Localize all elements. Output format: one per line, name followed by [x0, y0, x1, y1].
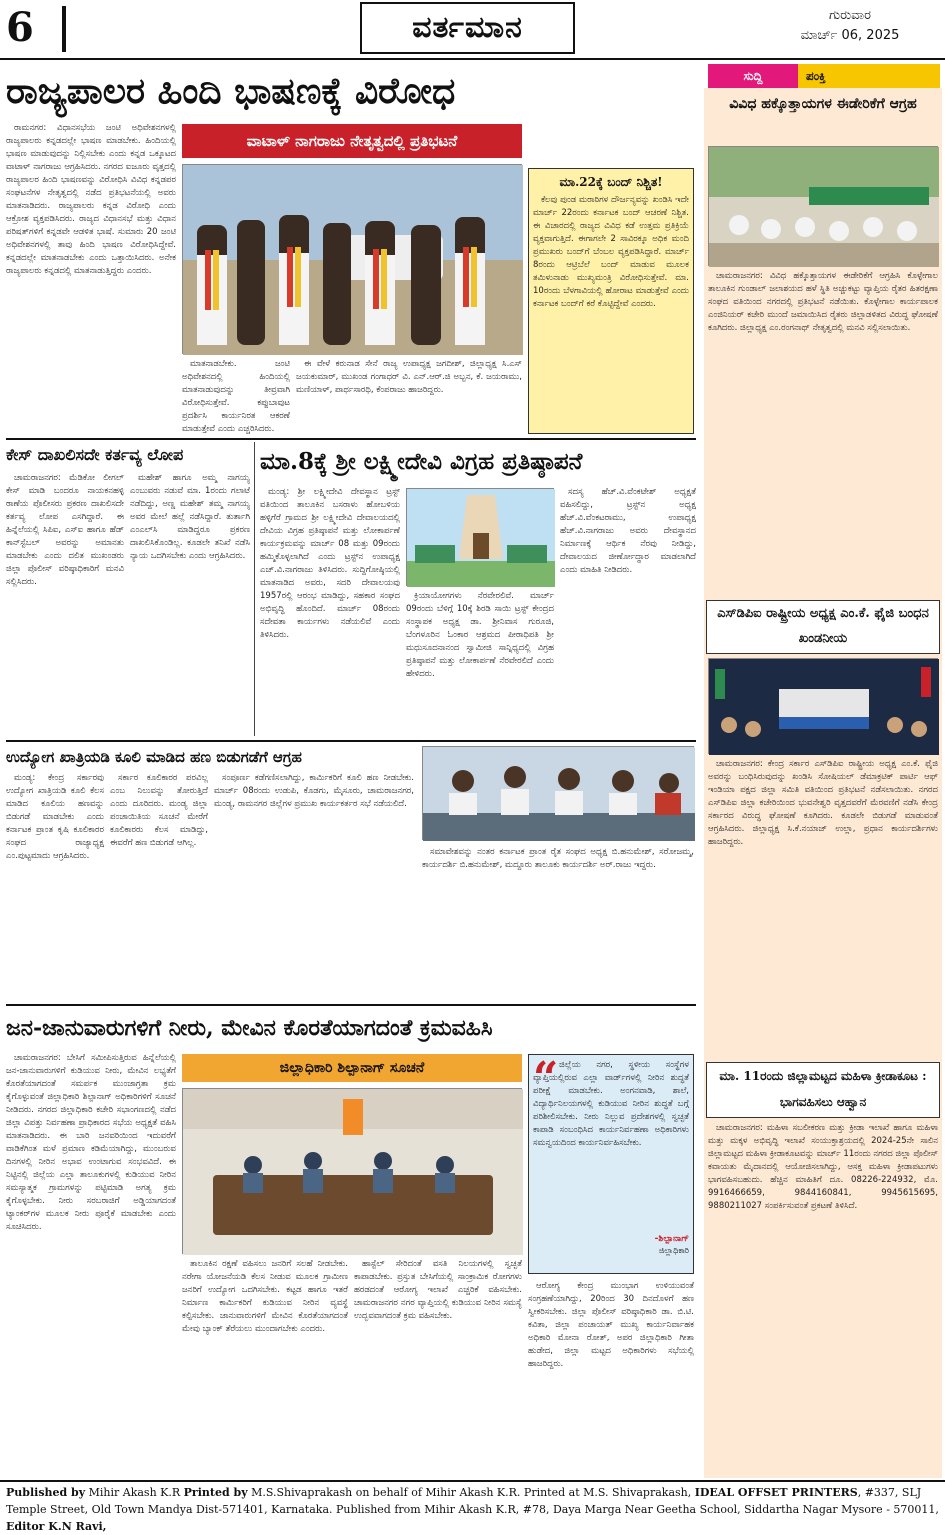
- protest-photo: [182, 164, 522, 354]
- footer-editor: Editor K.N Ravi,: [6, 1520, 107, 1533]
- sidebar-story1-headline: ವಿವಿಧ ಹಕ್ಕೊತ್ತಾಯಗಳ ಈಡೇರಿಕೆಗೆ ಆಗ್ರಹ: [729, 96, 917, 112]
- water-subhead: ಜಿಲ್ಲಾಧಿಕಾರಿ ಶಿಲ್ಪಾನಾಗ್ ಸೂಚನೆ: [182, 1054, 522, 1082]
- section-divider: [6, 438, 696, 440]
- farmers-protest-photo-image: [709, 147, 939, 267]
- main-headline: ರಾಜ್ಯಪಾಲರ ಹಿಂದಿ ಭಾಷಣಕ್ಕೆ ವಿರೋಧ: [6, 70, 456, 112]
- job-story-col4: [422, 846, 694, 1000]
- footer-lead: Published by: [6, 1486, 86, 1499]
- main-subhead: ವಾಟಾಳ್ ನಾಗರಾಜು ನೇತೃತ್ವದಲ್ಲಿ ಪ್ರತಿಭಟನೆ: [182, 124, 522, 158]
- bandh-box-title: ಮಾ.22ಕ್ಕೆ ಬಂದ್ ನಿಶ್ಚಿತ!: [559, 175, 663, 189]
- temple-photo: [406, 488, 554, 586]
- quote-author-role: ಜಿಲ್ಲಾಧಿಕಾರಿ: [658, 1246, 689, 1255]
- job-headline: ಉದ್ಯೋಗ ಖಾತ್ರಿಯಡಿ ಕೂಲಿ ಮಾಡಿದ ಹಣ ಬಿಡುಗಡೆಗೆ ಆಗ್ರಹ: [6, 748, 302, 766]
- quote-box-text: [533, 1053, 689, 1233]
- case-story-col1-text: ಚಾಮರಾಜನಗರ: ಮೆಡಿಕೋ ಲೀಗಲ್ ಕೇಸ್ ಮಾಡಿ ಬಂದರೂ ನಾಯಕನಹಳ್ಳಿ ಠಾಣೆಯ ಪೊಲೀಸರು ಪ್ರಕರಣ ದಾಖಲಿಸದೇ ಕರ್ತವ್ಯ ಲೋಪ ಎಸಗಿದ್ದಾರೆ. ಈ ಹಿನ್ನೆಲೆಯಲ್ಲಿ ಸಿಪಿಐ, ಎಸ್‌ಐ ಹಾಗೂ ಹೆಡ್ ಕಾನ್‌ಸ್ಟೆಬಲ್ ಅವರನ್ನು ಅಮಾನತು ಮಾಡಬೇಕು ಎಂದು ದಲಿತ ಮುಖಂಡರು ಜಿಲ್ಲಾ ಪೊಲೀಸ್ ವರಿಷ್ಠಾಧಿಕಾರಿಗೆ ಮನವಿ ಸಲ್ಲಿಸಿದರು.: [6, 473, 124, 587]
- sidebar-story1-text: [708, 270, 938, 596]
- job-story-col3: [214, 772, 414, 1000]
- quote-box: [528, 1054, 694, 1274]
- main-story-col3-text: ಈ ವೇಳೆ ಕರುನಾಡ ಸೇನೆ ರಾಜ್ಯ ಉಪಾಧ್ಯಕ್ಷ ಜಗದೀಶ್, ಜಿಲ್ಲಾಧ್ಯಕ್ಷ ಸಿ.ಎಸ್ ಜಯಕುಮಾರ್, ಮುಖಂಡ ಗಂಗಾಧರ್ ವಿ. ಎನ್.ಆರ್.ಜಿ ಅಬ್ಬನ, ಕೆ. ಜಯರಾಮು, ಮಣಿಯಾಳ್, ಪಾರ್ಥಸಾರಥಿ, ಕೆಂಪರಾಜು ಹಾಜರಿದ್ದರು.: [296, 359, 522, 395]
- sidebar-story3-headline-box: [706, 1062, 940, 1118]
- footer-press: IDEAL OFFSET PRINTERS: [694, 1486, 858, 1499]
- case-story-col1: [6, 472, 124, 734]
- footer-printed-by-label: Printed by: [183, 1486, 248, 1499]
- water-story-col4: [528, 1280, 694, 1476]
- quote-author: -ಶಿಲ್ಪಾನಾಗ್: [654, 1234, 689, 1244]
- sidebar-story2-text-body: ಚಾಮರಾಜನಗರ: ಕೇಂದ್ರ ಸರ್ಕಾರ ಎಸ್‌ಡಿಪಿಐ ರಾಷ್ಟ್ರೀಯ ಅಧ್ಯಕ್ಷ ಎಂ.ಕೆ. ಫೈಜಿ ಅವರನ್ನು ಬಂಧಿಸಿರುವುದನ್ನು ಖಂಡಿಸಿ ಸೋಷಿಯಲ್ ಡೆಮಾಕ್ರಟಿಕ್ ಪಾರ್ಟಿ ಆಫ್ ಇಂಡಿಯಾ ಪಕ್ಷದ ಜಿಲ್ಲಾ ಸಮಿತಿ ವತಿಯಿಂದ ಪ್ರತಿಭಟನೆ ನಡೆಸಲಾಯಿತು. ನಗರದ ಎಸ್‌ಡಿಪಿಐ ಜಿಲ್ಲಾ ಕಚೇರಿಯಿಂದ ಭುವನೇಶ್ವರಿ ವೃತ್ತದವರೆಗೆ ಮೆರವಣಿಗೆ ನಡೆಸಿ ಕೇಂದ್ರ ಸರ್ಕಾರದ ವಿರುದ್ಧ ಘೋಷಣೆ ಕೂಗಿದರು. ಕೂಡಲೇ ಬಿಡುಗಡೆ ಮಾಡುವಂತೆ ಆಗ್ರಹಿಸಿದರು. ಜಿಲ್ಲಾಧ್ಯಕ್ಷ ಸಿ.ಕೆ.ನಯಾಜ್ ಉಲ್ಲಾ, ಪ್ರಧಾನ ಕಾರ್ಯದರ್ಶಿಗಳು ಹಾಜರಿದ್ದರು.: [708, 759, 938, 847]
- job-story-col3-text: ಸಂಪೂರ್ಣ ಕಡೆಗಣಿಸಲಾಗಿದ್ದು, ಕಾರ್ಮಿಕರಿಗೆ ಕೂಲಿ ಹಣ ನೀಡಬೇಕು. ಮಾರ್ಚ್ 08ರಂದು ಉಡುಪಿ, ಕೊಡಗು, ಮೈಸೂರು, ಚಾಮರಾಜನಗರ, ಮಂಡ್ಯ, ರಾಮನಗರ ಜಿಲ್ಲೆಗಳ ಪ್ರಮುಖ ಕಾರ್ಯಕರ್ತರ ಸಭೆ ನಡೆಯಲಿದೆ.: [214, 773, 414, 809]
- sidebar-story2-text: [708, 758, 938, 1058]
- bandh-box-text: [533, 194, 689, 430]
- case-story-col2: [130, 472, 250, 734]
- issue-date: [780, 6, 920, 46]
- footer-publisher: Mihir Akash K.R: [88, 1486, 181, 1499]
- temple-story-col2: [406, 590, 554, 736]
- water-story-col3: [354, 1258, 522, 1476]
- temple-story-col2-text: ಕ್ರಿಯಾಯೋಗಗಳು ನೆರವೇರಲಿವೆ. ಮಾರ್ಚ್ 09ರಂದು ಬೆಳಿಗ್ಗೆ 10ಕ್ಕೆ ಶಿರಡಿ ಸಾಯಿ ಟ್ರಸ್ಟ್ ಕೇಂದ್ರದ ಸಂಸ್ಥಾಪಕ ಅಧ್ಯಕ್ಷ ಡಾ. ಶ್ರೀನಿವಾಸ ಗುರೂಜಿ, ಬೆಂಗಳೂರಿನ ಓಂಕಾರ ಆಶ್ರಮದ ಪೀಠಾಧಿಪತಿ ಶ್ರೀ ಮಧುಸೂದನಾನಂದ ಸ್ವಾಮೀಜಿ ಸಾನ್ನಿಧ್ಯದಲ್ಲಿ ವಿಗ್ರಹ ಪ್ರತಿಷ್ಠಾಪನೆ ಮತ್ತು ಲೋಕಾರ್ಪಣೆ ನೆರವೇರಲಿದೆ ಎಂದು ಹೇಳಿದರು.: [406, 591, 554, 679]
- footer-address: , #337, SLJ Temple Street, Old Town Mandya Dist-571401, Karnataka. Published from Mihir Akash K.R, #78, Daya Marga Near Geetha School, Siddartha Nagar Mysore - 570011,: [6, 1486, 939, 1516]
- sidebar-story2-headline: ಎಸ್‌ಡಿಪಿಐ ರಾಷ್ಟ್ರೀಯ ಅಧ್ಯಕ್ಷ ಎಂ.ಕೆ. ಫೈಜಿ ಬಂಧನ ಖಂಡನೀಯ: [717, 606, 929, 646]
- protest-photo-image: [183, 165, 523, 355]
- sidebar-tab: [708, 64, 940, 88]
- job-story-col4-text: ಸಮಾವೇಶವನ್ನು ನಂತರ ಕರ್ನಾಟಕ ಪ್ರಾಂತ ರೈತ ಸಂಘದ ಅಧ್ಯಕ್ಷ ಬಿ.ಹನುಮೇಶ್, ಸರೋಜಮ್ಮ, ಕಾರ್ಯದರ್ಶಿ ಬಿ.ಹನುಮೇಶ್, ಮದ್ದೂರು ತಾಲೂಕು ಕಾರ್ಯದರ್ಶಿ ಅರ್.ರಾಜು ಇದ್ದರು.: [422, 847, 694, 870]
- page-number: 6: [6, 4, 34, 51]
- water-story-col4-text: ಆರೋಗ್ಯ ಕೇಂದ್ರ ಮುಂಭಾಗ ಉಳಿಯುವಂತೆ ಸಂಗ್ರಹಣೆಯಾಗಿದ್ದು, 20ರಿಂದ 30 ದಿನದೊಳಗೆ ಹಣ ಸ್ವೀಕರಿಸಬೇಕು. ಜಿಲ್ಲಾ ಪೊಲೀಸ್ ವರಿಷ್ಠಾಧಿಕಾರಿ ಡಾ. ಬಿ.ಟಿ. ಕವಿತಾ, ಜಿಲ್ಲಾ ಪಂಚಾಯತ್ ಮುಖ್ಯ ಕಾರ್ಯನಿರ್ವಾಹಕ ಅಧಿಕಾರಿ ಮೋನಾ ರೋತ್, ಅಪರ ಜಿಲ್ಲಾಧಿಕಾರಿ ಗೀತಾ ಹುಡೇದ, ಜಿಲ್ಲಾ ಮಟ್ಟದ ಅಧಿಕಾರಿಗಳು ಸಭೆಯಲ್ಲಿ ಹಾಜರಿದ್ದರು.: [528, 1281, 694, 1369]
- temple-story-col3: [560, 486, 696, 736]
- water-story-col2: [182, 1258, 348, 1476]
- press-meet-photo-image: [423, 747, 695, 841]
- section-divider: [6, 740, 696, 742]
- water-headline: ಜನ-ಜಾನುವಾರುಗಳಿಗೆ ನೀರು, ಮೇವಿನ ಕೊರತೆಯಾಗದಂತೆ ಕ್ರಮವಹಿಸಿ: [6, 1015, 493, 1041]
- water-story-col1: [6, 1052, 176, 1476]
- bandh-box-text-body: ಕೆಲವು ಪುಂಡ ಮರಾಠಿಗಳ ದೌರ್ಜನ್ಯವನ್ನು ಖಂಡಿಸಿ ಇದೇ ಮಾರ್ಚ್ 22ರಂದು ಕರ್ನಾಟಕ ಬಂದ್ ಆಚರಣೆ ನಿಶ್ಚಿತ. ಈ ವಿಚಾರದಲ್ಲಿ ರಾಜ್ಯದ ವಿವಿಧ ಕಡೆ ಉತ್ತಮ ಪ್ರತಿಕ್ರಿಯೆ ವ್ಯಕ್ತವಾಗುತ್ತಿದೆ. ಈಗಾಗಲೇ 2 ಸಾವಿರಕ್ಕೂ ಅಧಿಕ ಮಂದಿ ಪ್ರಮುಖರು ಬಂದ್‌ಗೆ ಬೆಂಬಲ ವ್ಯಕ್ತಪಡಿಸಿದ್ದಾರೆ. ಮಾರ್ಚ್ 8ರಂದು ಆಟ್ರಿಬೆಲೆ ಬಂದ್ ಮಾಡುವ ಮೂಲಕ ತಮಿಳುನಾಡು ಮುಖ್ಯಮಂತ್ರಿ ವಿರೋಧಿಸುತ್ತೇವೆ. ಮಾ. 10ರಂದು ಬೆಳಗಾವಿಯಲ್ಲಿ ಹೋರಾಟ ಮಾಡುತ್ತೇವೆ ಎಂದು ಕರ್ನಾಟಕ ಬಂದ್‌ಗೆ ಕರೆ ಕೊಟ್ಟಿದ್ದೇವೆ ಎಂದರು.: [533, 195, 689, 309]
- job-story-col1: [6, 772, 104, 1000]
- farmers-protest-photo: [708, 146, 938, 266]
- sdpi-protest-photo: [708, 658, 938, 754]
- footer-mid: on behalf of Mihir Akash K.R. Printed at M.S. Shivaprakash,: [352, 1486, 695, 1499]
- masthead: [0, 0, 945, 60]
- sidebar-story3-text: [708, 1122, 938, 1476]
- issue-date-value: ಮಾರ್ಚ್ 06, 2025: [800, 28, 900, 43]
- main-story-col2: [182, 358, 290, 434]
- water-story-col3-text: ಹಾಸ್ಟೆಲ್ ಸೇರಿದಂತೆ ವಸತಿ ನಿಲಯಗಳಲ್ಲಿ ಸ್ವಚ್ಛತೆ ಕಾಪಾಡಬೇಕು. ಪ್ರಸ್ತುತ ಬೇಸಿಗೆಯಲ್ಲಿ ಸಾಂಕ್ರಾಮಿಕ ರೋಗಗಳು ಹರಡದಂತೆ ಆರೋಗ್ಯ ಇಲಾಖೆ ಎಚ್ಚರಿಕೆ ವಹಿಸಬೇಕು. ಚಾಮರಾಜನಗರ ನಗರ ವ್ಯಾಪ್ತಿಯಲ್ಲಿ ಕುಡಿಯುವ ನೀರಿನ ಸಮಸ್ಯೆ ಉದ್ಭವವಾಗದಂತೆ ಕ್ರಮ ವಹಿಸಬೇಕು.: [354, 1259, 522, 1321]
- temple-story-col1: [260, 486, 400, 736]
- press-meet-photo: [422, 746, 694, 840]
- job-story-col1-text: ಮಂಡ್ಯ: ಕೇಂದ್ರ ಸರ್ಕಾರವು ಉದ್ಯೋಗ ಖಾತ್ರಿಯಡಿ ಕೂಲಿ ಕೆಲಸ ಮಾಡಿದ ಕೂಲಿಯ ಹಣವನ್ನು ಬಿಡುಗಡೆ ಮಾಡಬೇಕು ಎಂದು ಕರ್ನಾಟಕ ಪ್ರಾಂತ ಕೃಷಿ ಕೂಲಿಕಾರರ ಸಂಘದ ರಾಜ್ಯಾಧ್ಯಕ್ಷ ಎಂ.ಪುಟ್ಟಮಾದು ಆಗ್ರಹಿಸಿದರು.: [6, 773, 104, 861]
- column-divider: [254, 442, 255, 736]
- meeting-photo: [182, 1088, 522, 1254]
- issue-day: ಗುರುವಾರ: [829, 8, 871, 23]
- job-story-col2: [110, 772, 208, 1000]
- case-story-col2-text: ಮಹೇಶ್ ಹಾಗೂ ಅಮ್ಮ ನಾಗಯ್ಯ ಎಂಬುವರು ನಡುವೆ ಮಾ. 1ರಂದು ಗಲಾಟೆ ನಡೆದಿದ್ದು, ಅಣ್ಣ ಮಹೇಶ್ ತಮ್ಮ ನಾಗಯ್ಯ ಅವರ ಮೇಲೆ ಹಲ್ಲೆ ನಡೆಸಿದ್ದಾರೆ. ತುರ್ತಾಗಿ ಎಂಎಲ್‌ಸಿ ಮಾಡಿದ್ದರೂ ಪ್ರಕರಣ ದಾಖಲಿಸಿಕೊಂಡಿಲ್ಲ. ಕೂಡಲೇ ತನಿಖೆ ನಡೆಸಿ ನ್ಯಾಯ ಒದಗಿಸಬೇಕು ಎಂದು ಆಗ್ರಹಿಸಿದರು.: [130, 473, 250, 561]
- water-story-col1-text: ಚಾಮರಾಜನಗರ: ಬೇಸಿಗೆ ಸಮೀಪಿಸುತ್ತಿರುವ ಹಿನ್ನೆಲೆಯಲ್ಲಿ ಜನ-ಜಾನುವಾರುಗಳಿಗೆ ಕುಡಿಯುವ ನೀರು, ಮೇವಿನ ಲಭ್ಯತೆಗೆ ಕೊರತೆಯಾಗದಂತೆ ಸಮರ್ಪಕ ಮುಂಜಾಗ್ರತಾ ಕ್ರಮ ಕೈಗೊಳ್ಳುವಂತೆ ಜಿಲ್ಲಾಧಿಕಾರಿ ಶಿಲ್ಪಾನಾಗ್ ಅಧಿಕಾರಿಗಳಿಗೆ ಸೂಚನೆ ನೀಡಿದರು. ನಗರದ ಜಿಲ್ಲಾಧಿಕಾರಿ ಕಚೇರಿ ಸಭಾಂಗಣದಲ್ಲಿ ನಡೆದ ಜಿಲ್ಲಾ ವಿಪತ್ತು ನಿರ್ವಹಣಾ ಪ್ರಾಧಿಕಾರದ ಸಭೆಯ ಅಧ್ಯಕ್ಷತೆ ವಹಿಸಿ ಮಾತನಾಡಿದರು. ಈ ಬಾರಿ ಜನವರಿಯಿಂದ ಇದುವರೆಗೆ ವಾಡಿಕೆಗಿಂತ ಮಳೆ ಪ್ರಮಾಣ ಕಡಿಮೆಯಾಗಿದ್ದು, ಮುಂಬರುವ ದಿನಗಳಲ್ಲಿ ನೀರಿನ ಅಭಾವ ಉಂಟಾಗುವ ಸಂಭವವಿದೆ. ಈ ನಿಟ್ಟಿನಲ್ಲಿ ಜಿಲ್ಲೆಯ ಎಲ್ಲಾ ತಾಲೂಕುಗಳಲ್ಲಿ ಕುಡಿಯುವ ನೀರಿನ ಸಮಸ್ಯಾತ್ಮಕ ಗ್ರಾಮಗಳನ್ನು ಪಟ್ಟಿಮಾಡಿ ಅಗತ್ಯ ಕ್ರಮ ಕೈಗೊಳ್ಳಬೇಕು. ನೀರು ಸರಬರಾಜಿಗೆ ಅಡ್ಡಿಯಾಗದಂತೆ ಟ್ಯಾಂಕರ್‌ಗಳ ಮೂಲಕ ನೀರು ಪೂರೈಕೆ ಮಾಡಬೇಕು ಎಂದು ಸೂಚಿಸಿದರು.: [6, 1053, 176, 1232]
- temple-headline: ಮಾ.8ಕ್ಕೆ ಶ್ರೀ ಲಕ್ಷ್ಮೀದೇವಿ ವಿಗ್ರಹ ಪ್ರತಿಷ್ಠಾಪನೆ: [260, 448, 583, 475]
- quote-box-text-body: ಜಿಲ್ಲೆಯ ನಗರ, ಸ್ಥಳೀಯ ಸಂಸ್ಥೆಗಳ ವ್ಯಾಪ್ತಿಯಲ್ಲಿರುವ ಎಲ್ಲಾ ವಾರ್ಡ್‌ಗಳಲ್ಲಿ ನೀರಿನ ಶುದ್ಧತೆ ಪರೀಕ್ಷೆ ಮಾಡಬೇಕು. ಅಂಗನವಾಡಿ, ಶಾಲೆ, ವಿದ್ಯಾರ್ಥಿನಿಲಯಗಳಲ್ಲಿ ಕುಡಿಯುವ ನೀರಿನ ಶುದ್ಧತೆ ಬಗ್ಗೆ ಪರಿಶೀಲಿಸಬೇಕು. ನೀರು ನಿಲ್ಲುವ ಪ್ರದೇಶಗಳಲ್ಲಿ ಸ್ವಚ್ಛತೆ ಕಾಪಾಡಿ ಸಂಬಂಧಿಸಿದ ಕಾರ್ಯನಿರ್ವಹಣಾ ಅಧಿಕಾರಿಗಳು ಸಮನ್ವಯದಿಂದ ಕಾರ್ಯನಿರ್ವಹಿಸಬೇಕು.: [533, 1060, 689, 1148]
- section-divider: [6, 1004, 696, 1006]
- main-story-col2-text: ಮಾತನಾಡಬೇಕು. ಜಂಟಿ ಅಧಿವೇಶನದಲ್ಲಿ ಹಿಂದಿಯಲ್ಲಿ ಮಾತನಾಡುವುದನ್ನು ತೀವ್ರವಾಗಿ ವಿರೋಧಿಸುತ್ತೇವೆ. ಕಪ್ಪುಬಾವುಟ ಪ್ರದರ್ಶಿಸಿ ಕಾರ್ಯನಿರತ ಆಕರಣೆ ಮಾಡುತ್ತೇವೆ ಎಂದು ಎಚ್ಚರಿಸಿದರು.: [182, 359, 290, 434]
- sidebar-story2-headline-box: [706, 600, 940, 654]
- page-number-bar: [62, 6, 66, 52]
- quote-mark-icon: “: [533, 1053, 559, 1104]
- sidebar-tab-column: ಪಂಕ್ತಿ: [798, 64, 940, 88]
- temple-photo-image: [407, 489, 555, 587]
- temple-story-col3-text: ಸದಸ್ಯ ಹೆಚ್.ವಿ.ವೆಂಕಟೇಶ್ ಅಧ್ಯಕ್ಷತೆ ವಹಿಸಲಿದ್ದು, ಟ್ರಸ್ಟ್‌ನ ಅಧ್ಯಕ್ಷ ಹೆಚ್.ವಿ.ವೆಂಕಟರಾಮು, ಉಪಾಧ್ಯಕ್ಷ ಹೆಚ್.ವಿ.ನಾಗರಾಜು ಅವರು ದೇವಸ್ಥಾನದ ನಿರ್ಮಾಣಕ್ಕೆ ಆರ್ಥಿಕ ನೆರವು ನೀಡಿದ್ದು, ದೇವಾಲಯದ ಜೀರ್ಣೋದ್ಧಾರ ಮಾಡಲಾಗಿದೆ ಎಂದು ಮಾಹಿತಿ ನೀಡಿದರು.: [560, 487, 696, 575]
- meeting-photo-image: [183, 1089, 523, 1255]
- temple-story-col1-text: ಮಂಡ್ಯ: ಶ್ರೀ ಲಕ್ಷ್ಮೀದೇವಿ ದೇವಸ್ಥಾನ ಟ್ರಸ್ಟ್ ವತಿಯಿಂದ ತಾಲೂಕಿನ ಬಸರಾಳು ಹೋಬಳಿಯ ಹಳ್ಳಿಗೆರೆ ಗ್ರಾಮದ ಶ್ರೀ ಲಕ್ಷ್ಮೀದೇವಿ ದೇವಾಲಯದಲ್ಲಿ ದೇವಿಯ ವಿಗ್ರಹ ಪ್ರತಿಷ್ಠಾಪನೆ ಮತ್ತು ಲೋಕಾರ್ಪಣೆ ಕಾರ್ಯಕ್ರಮವನ್ನು ಮಾರ್ಚ್ 08 ಮತ್ತು 09ರಂದು ಹಮ್ಮಿಕೊಳ್ಳಲಾಗಿದೆ ಎಂದು ಟ್ರಸ್ಟ್‌ನ ಉಪಾಧ್ಯಕ್ಷ ಎಚ್.ವಿ.ನಾಗರಾಜು ತಿಳಿಸಿದರು. ಸುದ್ದಿಗೋಷ್ಠಿಯಲ್ಲಿ ಮಾತನಾಡಿದ ಅವರು, ಸದರಿ ದೇವಾಲಯವು 1957ರಲ್ಲಿ ಆರಂಭ ಮಾಡಿದ್ದು, ಸಹಕಾರ ಸಂಘದ ಅಭಿವೃದ್ಧಿ ಹೊಂದಿದೆ. ಮಾರ್ಚ್ 08ರಂದು ಸದೇವತಾ ಕಾರ್ಯಗಳು ನಡೆಯಲಿವೆ ಎಂದು ತಿಳಿಸಿದರು.: [260, 487, 400, 640]
- bandh-box: [528, 168, 694, 434]
- imprint-footer: [0, 1480, 945, 1533]
- water-story-col2-text: ತಾಲೂಕಿನ ರಕ್ಷಣೆ ವಹಿಸಲು ಜನರಿಗೆ ಸಲಹೆ ನೀಡಬೇಕು. ನರೇಗಾ ಯೋಜನೆಯಡಿ ಕೆಲಸ ನೀಡುವ ಮೂಲಕ ಗ್ರಾಮೀಣ ಜನರಿಗೆ ಉದ್ಯೋಗ ಒದಗಿಸಬೇಕು. ಕಟ್ಟಡ ಹಾಗೂ ಇತರೆ ನಿರ್ಮಾಣ ಕಾರ್ಮಿಕರಿಗೆ ಕುಡಿಯುವ ನೀರಿನ ವ್ಯವಸ್ಥೆ ಕಲ್ಪಿಸಬೇಕು. ಜಾನುವಾರುಗಳಿಗೆ ಮೇವಿನ ಕೊರತೆಯಾಗದಂತೆ ಮೇವು ಬ್ಯಾಂಕ್ ತೆರೆಯಲು ಮುಂದಾಗಬೇಕು ಎಂದರು.: [182, 1259, 348, 1334]
- sidebar-story1-text-body: ಚಾಮರಾಜನಗರ: ವಿವಿಧ ಹಕ್ಕೊತ್ತಾಯಗಳ ಈಡೇರಿಕೆಗೆ ಆಗ್ರಹಿಸಿ ಕೊಳ್ಳೇಗಾಲ ತಾಲೂಕಿನ ಗುಂಡಾಲ್ ಜಲಾಶಯದ ಹಳೆ ಸ್ಥಿತಿ ಅಚ್ಚುಕಟ್ಟು ವ್ಯಾಪ್ತಿಯ ರೈತರ ಹಿತರಕ್ಷಣಾ ಸಂಘದ ವತಿಯಿಂದ ನಗರದಲ್ಲಿ ಪ್ರತಿಭಟನೆ ನಡೆಯಿತು. ಕೊಳ್ಳೇಗಾಲ ಕಾರ್ಯಪಾಲಕ ಎಂಜಿನಿಯರ್ ಕಚೇರಿ ಮುಂದೆ ಜಮಾಯಿಸಿದ ರೈತರು ಜಿಲ್ಲಾಡಳಿತದ ವಿರುದ್ಧ ಘೋಷಣೆ ಕೂಗಿದರು. ಜಿಲ್ಲಾಧ್ಯಕ್ಷ ಎಂ.ರಂಗನಾಥ್ ನೇತೃತ್ವದಲ್ಲಿ ಮನವಿ ಸಲ್ಲಿಸಲಾಯಿತು.: [708, 271, 938, 333]
- job-story-col2-text: ಸರ್ಕಾರ ಕೂಲಿಕಾರರ ಪರವಿಲ್ಲ ಎಂಬ ನಿಲುವನ್ನು ತೋರುತ್ತಿದೆ ಎಂದು ದೂರಿದರು. ಮಂಡ್ಯ ಜಿಲ್ಲಾ ಪಂಚಾಯಿತಿಯ ಸೂಚನೆ ಮೇರೆಗೆ ಕೂಲಿಕಾರರು ಕೆಲಸ ಮಾಡಿದ್ದು, ಈವರೆಗೆ ಹಣ ಬಿಡುಗಡೆ ಆಗಿಲ್ಲ.: [110, 773, 208, 848]
- sidebar-tab-news: ಸುದ್ದಿ: [708, 64, 798, 88]
- newspaper-name: ವರ್ತಮಾನ: [360, 2, 575, 54]
- main-story-col1-text: ರಾಮನಗರ: ವಿಧಾನಸಭೆಯ ಜಂಟಿ ಅಧಿವೇಶನಗಳಲ್ಲಿ ರಾಜ್ಯಪಾಲರು ಕನ್ನಡದಲ್ಲೇ ಭಾಷಣ ಮಾಡಬೇಕು. ಹಿಂದಿಯಲ್ಲಿ ಭಾಷಣ ಮಾಡುವುದನ್ನು ನಿಲ್ಲಿಸಬೇಕು ಎಂದು ಕನ್ನಡ ಒಕ್ಕೂಟದ ವಾಟಾಳ್ ನಾಗರಾಜು ಆಗ್ರಹಿಸಿದರು. ನಗರದ ಐಜೂರು ವೃತ್ತದಲ್ಲಿ ರಾಜ್ಯಪಾಲರ ಹಿಂದಿ ಭಾಷಣವನ್ನು ವಿರೋಧಿಸಿ ವಿವಿಧ ಕನ್ನಡಪರ ಸಂಘಟನೆಗಳ ನೇತೃತ್ವದಲ್ಲಿ ನಡೆದ ಪ್ರತಿಭಟನೆಯಲ್ಲಿ ಅವರು ಮಾತನಾಡಿದರು. ರಾಜ್ಯಪಾಲರು ಕನ್ನಡ ವಿರೋಧಿ ಎಂದು ಆಕ್ರೋಶ ವ್ಯಕ್ತಪಡಿಸಿದರು. ರಾಜ್ಯದ ವಿಧಾನಸಭೆ ಮತ್ತು ವಿಧಾನ ಪರಿಷತ್‌ಗಳಿಗೆ ಕನ್ನಡವೇ ಆಡಳಿತ ಭಾಷೆ. ಸುಮಾರು 20 ಜಂಟಿ ಅಧಿವೇಶನಗಳಲ್ಲಿ ತಾವು ಹಿಂದಿ ಭಾಷಣ ವಿರೋಧಿಸಿದ್ದೇವೆ. ಕನ್ನಡದಲ್ಲೇ ಮಾತನಾಡಬೇಕು ಎಂದು ಒತ್ತಾಯಿಸಿದರು. ಅನೇಕ ರಾಜ್ಯಪಾಲರು ಕನ್ನಡದಲ್ಲಿ ಮಾತನಾಡುತ್ತಿದ್ದರು ಎಂದರು.: [6, 123, 176, 276]
- case-headline: ಕೇಸ್ ದಾಖಲಿಸದೇ ಕರ್ತವ್ಯ ಲೋಪ: [6, 445, 184, 464]
- sidebar-story3-text-body: ಚಾಮರಾಜನಗರ: ಮಹಿಳಾ ಸಬಲೀಕರಣ ಮತ್ತು ಕ್ರೀಡಾ ಇಲಾಖೆ ಹಾಗೂ ಮಹಿಳಾ ಮತ್ತು ಮಕ್ಕಳ ಅಭಿವೃದ್ಧಿ ಇಲಾಖೆ ಸಂಯುಕ್ತಾಶ್ರಯದಲ್ಲಿ 2024-25ನೇ ಸಾಲಿನ ಜಿಲ್ಲಾಮಟ್ಟದ ಮಹಿಳಾ ಕ್ರೀಡಾಕೂಟವನ್ನು ಮಾರ್ಚ್ 11ರಂದು ನಗರದ ಜಿಲ್ಲಾ ಪೊಲೀಸ್ ಕವಾಯತು ಮೈದಾನದಲ್ಲಿ ಆಯೋಜಿಸಲಾಗಿದ್ದು, ಆಸಕ್ತ ಮಹಿಳಾ ಕ್ರೀಡಾಪಟುಗಳು ಭಾಗವಹಿಸಬಹುದು. ಹೆಚ್ಚಿನ ಮಾಹಿತಿಗೆ ದೂ. 08226-224932, ಮೊ. 9916466659, 9844160841, 9945615695, 9880211027 ಸಂಪರ್ಕಿಸುವಂತೆ ಪ್ರಕಟಣೆ ತಿಳಿಸಿದೆ.: [708, 1123, 938, 1211]
- main-story-col1: [6, 122, 176, 434]
- sidebar-story3-headline: ಮಾ. 11ರಂದು ಜಿಲ್ಲಾಮಟ್ಟದ ಮಹಿಳಾ ಕ್ರೀಡಾಕೂಟ : ಭಾಗವಹಿಸಲು ಆಹ್ವಾನ: [719, 1069, 927, 1109]
- footer-printer-person: M.S.Shivaprakash: [251, 1486, 353, 1499]
- main-story-col3: [296, 358, 522, 434]
- sdpi-protest-photo-image: [709, 659, 939, 755]
